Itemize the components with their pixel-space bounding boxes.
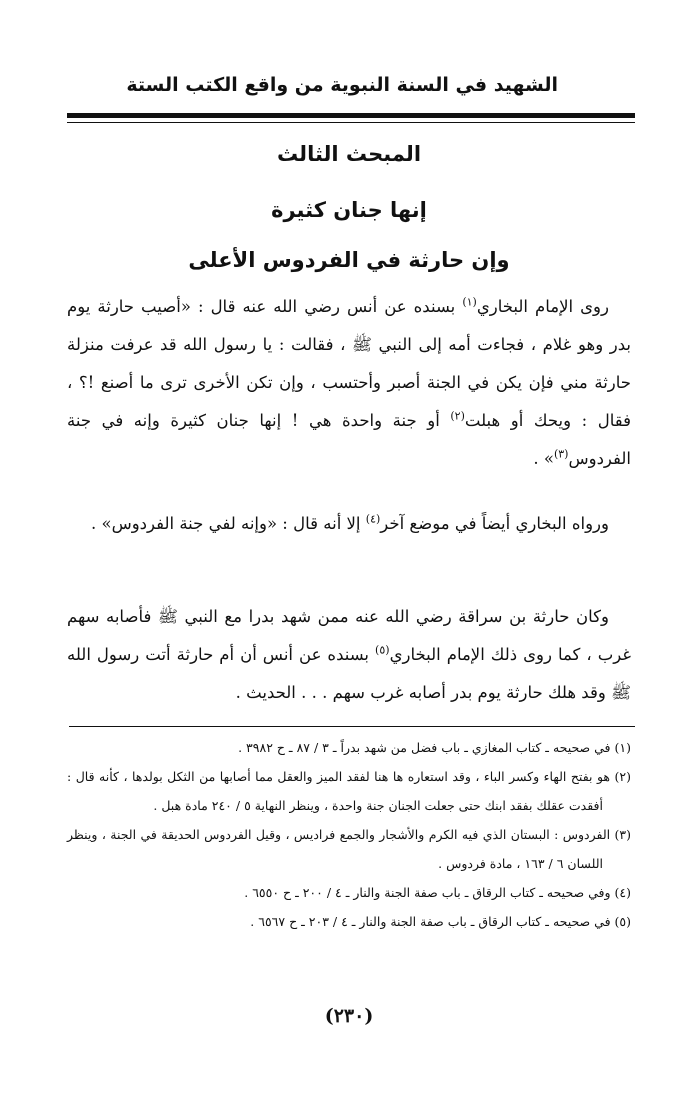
text: ورواه البخاري أيضاً في موضع آخر [380, 514, 609, 533]
footnote-separator [69, 726, 635, 727]
header-rule-thick [67, 113, 635, 118]
footnote-ref-4[interactable]: (٤) [365, 512, 381, 526]
text: بسنده عن أنس رضي الله عنه قال : «أصيب حارثة يوم بدر وهو غلام ، فجاءت أمه إلى النبي ﷺ ، فقالت : يا رسول الله قد عرفت منزلة حارثة مني فإن يكن في الجنة أصبر وأحتسب ، وإن تكن الأخرى ترى ما أصنع !؟ ، فقال : ويحك أو هبلت [67, 297, 632, 430]
text: أو جنة واحدة هي ! إنها جنان كثيرة وإنه في جنة الفردوس [67, 411, 631, 468]
chapter-title-2: وإن حارثة في الفردوس الأعلى [188, 248, 510, 272]
header-rule-thin [67, 122, 635, 123]
paragraph-2 [67, 505, 631, 543]
running-header-title: الشهيد في السنة النبوية من واقع الكتب الستة [126, 74, 558, 96]
footnotes [67, 733, 631, 936]
footnote-5: (٥) في صحيحه ـ كتاب الرقاق ـ باب صفة الجنة والنار ـ ٤ / ٢٠٣ ـ ح ٦٥٦٧ . [250, 914, 631, 929]
text: إلا أنه قال : «وإنه لفي جنة الفردوس» . [90, 514, 366, 533]
footnote-4: (٤) وفي صحيحه ـ كتاب الرقاق ـ باب صفة الجنة والنار ـ ٤ / ٢٠٠ ـ ح ٦٥٥٠ . [244, 885, 631, 900]
text: بسنده عن أنس أن أم حارثة أتت رسول الله ﷺ وقد هلك حارثة يوم بدر أصابه غرب سهم . . . الحديث . [67, 645, 631, 702]
footnote-3: (٣) الفردوس : البستان الذي فيه الكرم والأشجار والجمع فراديس ، وقيل الفردوس الحديقة في الجنة ، وينظر اللسان ٦ / ١٦٣ ، مادة فردوس . [67, 827, 631, 871]
footnote-ref-5[interactable]: (٥) [375, 643, 390, 657]
paragraph-1 [67, 288, 631, 478]
footnote-ref-1[interactable]: (١) [462, 295, 477, 309]
paragraph-3 [67, 598, 631, 712]
footnote-2: (٢) هو بفتح الهاء وكسر الباء ، وقد استعاره ها هنا لفقد الميز والعقل مما أصابها من الثكل بولدها ، كأنه قال : أفقدت عقلك بفقد ابنك حتى جعلت الجنان جنة واحدة ، وينظر النهاية ٥ / ٢٤٠ مادة هبل . [67, 769, 631, 813]
footnote-ref-3[interactable]: (٣) [553, 447, 569, 461]
text: وكان حارثة بن سراقة رضي الله عنه ممن شهد بدرا مع النبي ﷺ فأصابه سهم غرب ، كما روى ذلك الإمام البخاري [67, 607, 631, 664]
footnote-ref-2[interactable]: (٢) [450, 409, 465, 423]
section-heading: المبحث الثالث [276, 142, 422, 166]
text: روى الإمام البخاري [476, 297, 609, 316]
chapter-title-1: إنها جنان كثيرة [271, 198, 427, 222]
footnote-1: (١) في صحيحه ـ كتاب المغازي ـ باب فضل من شهد بدراً ـ ٣ / ٨٧ ـ ح ٣٩٨٢ . [238, 740, 631, 755]
text: » . [533, 449, 554, 468]
page-number: (٢٣٠) [324, 1005, 374, 1027]
